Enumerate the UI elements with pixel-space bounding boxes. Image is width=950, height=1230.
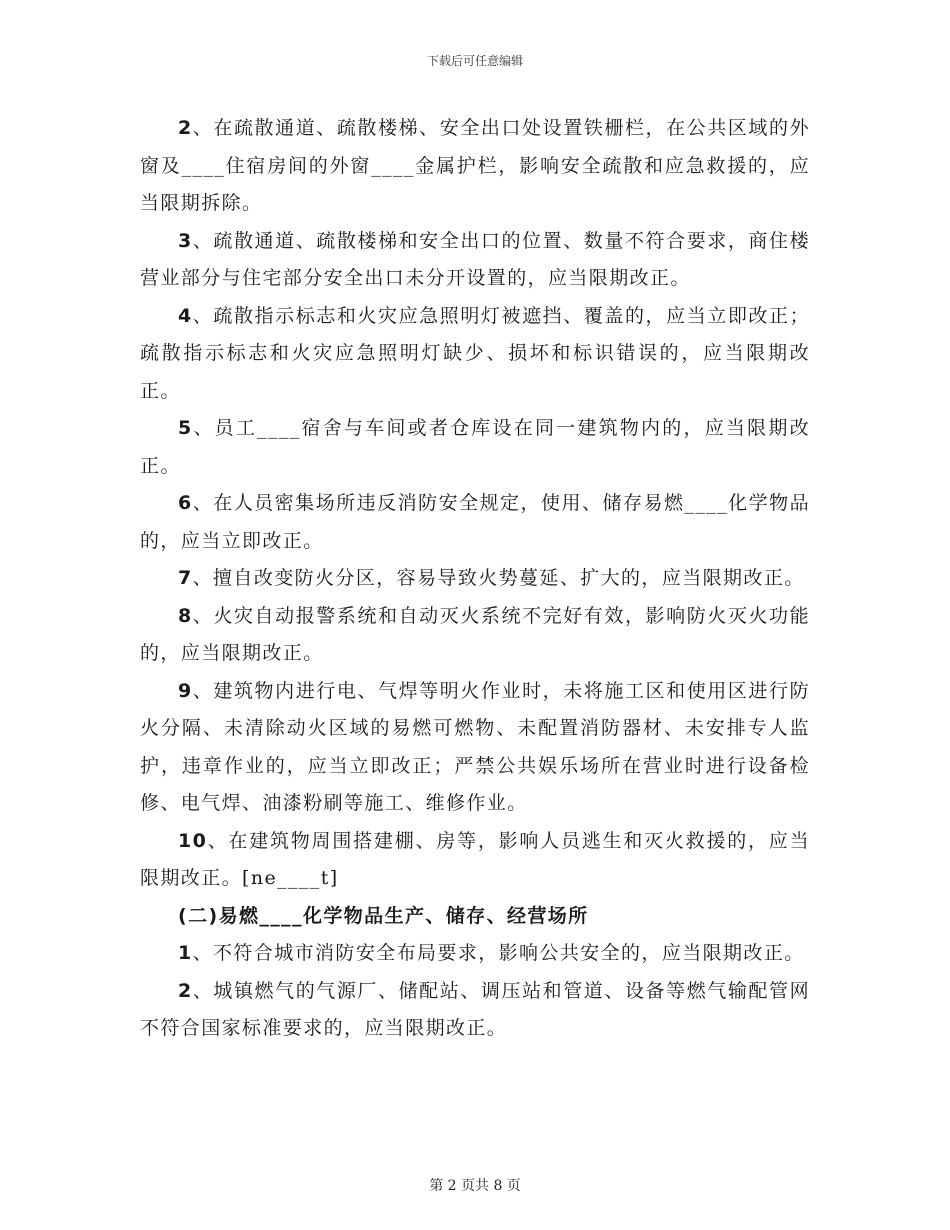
item-number: 4 <box>178 304 193 327</box>
item-number: 10 <box>178 829 208 852</box>
list-item <box>140 673 810 823</box>
item-number: 9 <box>178 679 193 702</box>
list-item <box>140 110 810 223</box>
item-number: 3 <box>178 229 193 252</box>
header-note: 下载后可任意编辑 <box>426 54 523 68</box>
list-item <box>140 935 810 973</box>
item-number: 5 <box>178 417 193 439</box>
item-text: 、员工____宿舍与车间或者仓库设在同一建筑物内的，应当限期改正。 <box>140 417 810 477</box>
list-item <box>140 823 810 898</box>
item-text: 、在疏散通道、疏散楼梯、安全出口处设置铁栅栏，在公共区域的外窗及____住宿房间的外窗____金属护栏，影响安全疏散和应急救援的，应当限期拆除。 <box>140 117 810 214</box>
section-heading: (二)易燃____化学物品生产、储存、经营场所 <box>178 904 589 927</box>
list-item <box>140 298 810 411</box>
item-number: 8 <box>178 604 193 627</box>
item-number: 2 <box>178 979 193 1002</box>
list-item <box>140 223 810 298</box>
item-number: 2 <box>178 117 193 139</box>
list-item <box>140 410 810 485</box>
list-item <box>140 973 810 1048</box>
item-number: 7 <box>178 567 193 589</box>
item-text: 、疏散通道、疏散楼梯和安全出口的位置、数量不符合要求，商住楼营业部分与住宅部分安全出口未分开设置的，应当限期改正。 <box>140 229 810 289</box>
item-text: 、在人员密集场所违反消防安全规定，使用、储存易燃____化学物品的，应当立即改正。 <box>140 492 810 552</box>
item-number: 1 <box>178 942 193 964</box>
list-item <box>140 598 810 673</box>
item-number: 6 <box>178 492 193 514</box>
item-text: 、在建筑物周围搭建棚、房等，影响人员逃生和灭火救援的，应当限期改正。[ne____t] <box>140 829 810 889</box>
item-text: 、擅自改变防火分区，容易导致火势蔓延、扩大的，应当限期改正。 <box>192 567 805 589</box>
item-text: 、火灾自动报警系统和自动灭火系统不完好有效，影响防火灭火功能的，应当限期改正。 <box>140 604 810 664</box>
list-item <box>140 485 810 560</box>
item-text: 、不符合城市消防安全布局要求，影响公共安全的，应当限期改正。 <box>192 942 805 964</box>
document-body <box>140 110 810 1048</box>
item-text: 、城镇燃气的气源厂、储配站、调压站和管道、设备等燃气输配管网不符合国家标准要求的，应当限期改正。 <box>140 979 810 1039</box>
item-text: 、疏散指示标志和火灾应急照明灯被遮挡、覆盖的，应当立即改正；疏散指示标志和火灾应急照明灯缺少、损坏和标识错误的，应当限期改正。 <box>140 304 810 402</box>
page-number: 第 2 页共 8 页 <box>429 1178 521 1194</box>
item-text: 、建筑物内进行电、气焊等明火作业时，未将施工区和使用区进行防火分隔、未清除动火区域的易燃可燃物、未配置消防器材、未安排专人监护，违章作业的，应当立即改正；严禁公共娱乐场所在营业时进行设备检修、电气焊、油漆粉刷等施工、维修作业。 <box>140 679 810 814</box>
list-item <box>140 560 810 598</box>
